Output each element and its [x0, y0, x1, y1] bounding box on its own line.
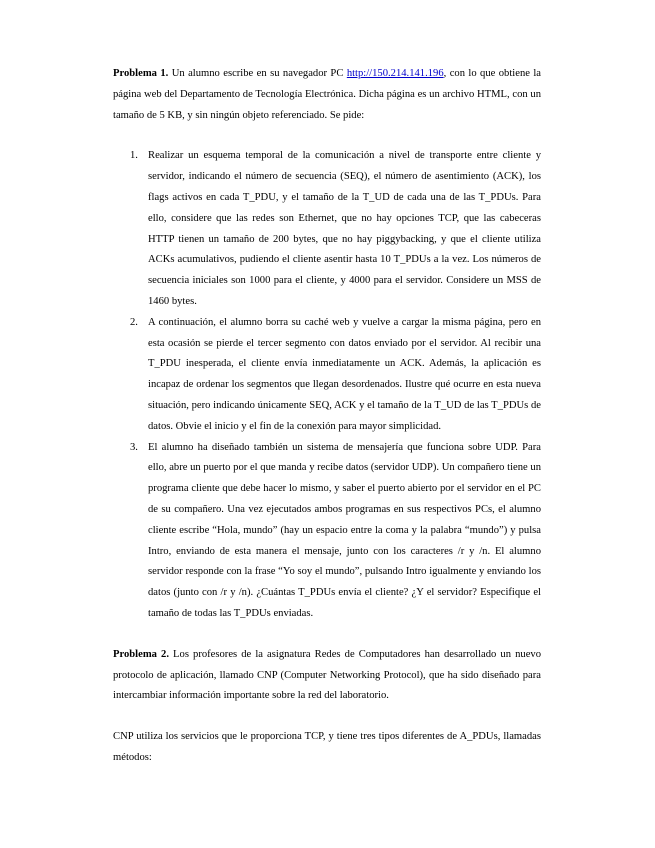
- problem-1-intro-cont: , con lo que obtiene la página web del Departamento de Tecnología Electrónica. Dicha página es un archivo HTML, con un tamaño de 5 KB, y sin ningún objeto referenciado. Se pide:: [113, 68, 542, 121]
- list-item-text: A continuación, el alumno borra su caché web y vuelve a cargar la misma página, pero en esta ocasión se pierde el tercer segmento con datos enviado por el servidor. Al recibir una T_PDU inesperada, el cliente envía inmediatamente un ACK. Además, la aplicación es incapaz de ordenar los segmentos que llegan desordenados. Ilustre qué ocurre en esta nueva situación, pero indicando únicamente SEQ, ACK y el tamaño de la T_UD de las T_PDUs de datos. Obvie el inicio y el fin de la conexión para mayor simplicidad.: [148, 316, 541, 432]
- problem-1-label: Problema 1.: [113, 68, 169, 79]
- list-item-number: 1.: [130, 150, 138, 162]
- list-item: [113, 313, 541, 438]
- problem-2-text: Los profesores de la asignatura Redes de Computadores han desarrollado un nuevo protocolo de aplicación, llamado CNP (Computer Networking Protocol), que ha sido diseñado para intercambiar información importante sobre la red del laboratorio.: [113, 648, 541, 702]
- problem-2-paragraph: [113, 645, 541, 707]
- list-item: [113, 438, 541, 625]
- problem-1-paragraph: [113, 64, 541, 126]
- list-item-text: El alumno ha diseñado también un sistema de mensajería que funciona sobre UDP. Para ello, abre un puerto por el que manda y recibe datos (servidor UDP). Un compañero tiene un programa cliente que debe hacer lo mismo, y saber el puerto abierto por el servidor en el PC de su compañero. Una vez ejecutados ambos programas en sus respectivos PCs, el alumno cliente escribe “Hola, mundo” (hay un espacio entre la coma y la palabra “mundo”) y pulsa Intro, enviando de esta manera el mensaje, junto con los caracteres /r y /n. El alumno servidor responde con la frase “Yo soy el mundo”, pulsando Intro igualmente y enviando los datos (junto con /r y /n). ¿Cuántas T_PDUs envía el cliente? ¿Y el servidor? Especifique el tamaño de todas las T_PDUs enviadas.: [148, 441, 541, 619]
- list-item: [113, 146, 541, 312]
- list-item-text: Realizar un esquema temporal de la comunicación a nivel de transporte entre cliente y servidor, indicando el número de secuencia (SEQ), el número de asentimiento (ACK), los flags activos en cada T_PDU, y el tamaño de la T_UD de cada una de las T_PDUs. Para ello, considere que las redes son Ethernet, que no hay opciones TCP, que las cabeceras HTTP tienen un tamaño de 200 bytes, que no hay piggybacking, y que el cliente utiliza ACKs acumulativos, pudiendo el cliente asentir hasta 10 T_PDUs a la vez. Los números de secuencia iniciales son 1000 para el cliente, y 4000 para el servidor. Considere un MSS de 1460 bytes.: [148, 150, 541, 307]
- list-item-number: 2.: [130, 316, 138, 328]
- department-url-link[interactable]: http://150.214.141.196: [346, 68, 444, 79]
- problem-1-list: [113, 146, 541, 624]
- problem-1-intro: Un alumno escribe en su navegador PC: [168, 68, 347, 79]
- document-page: [113, 64, 541, 769]
- problem-2-label: Problema 2.: [113, 648, 169, 660]
- list-item-number: 3.: [130, 441, 138, 453]
- cnp-paragraph: CNP utiliza los servicios que le proporciona TCP, y tiene tres tipos diferentes de A_PDUs, llamadas métodos:: [113, 731, 541, 763]
